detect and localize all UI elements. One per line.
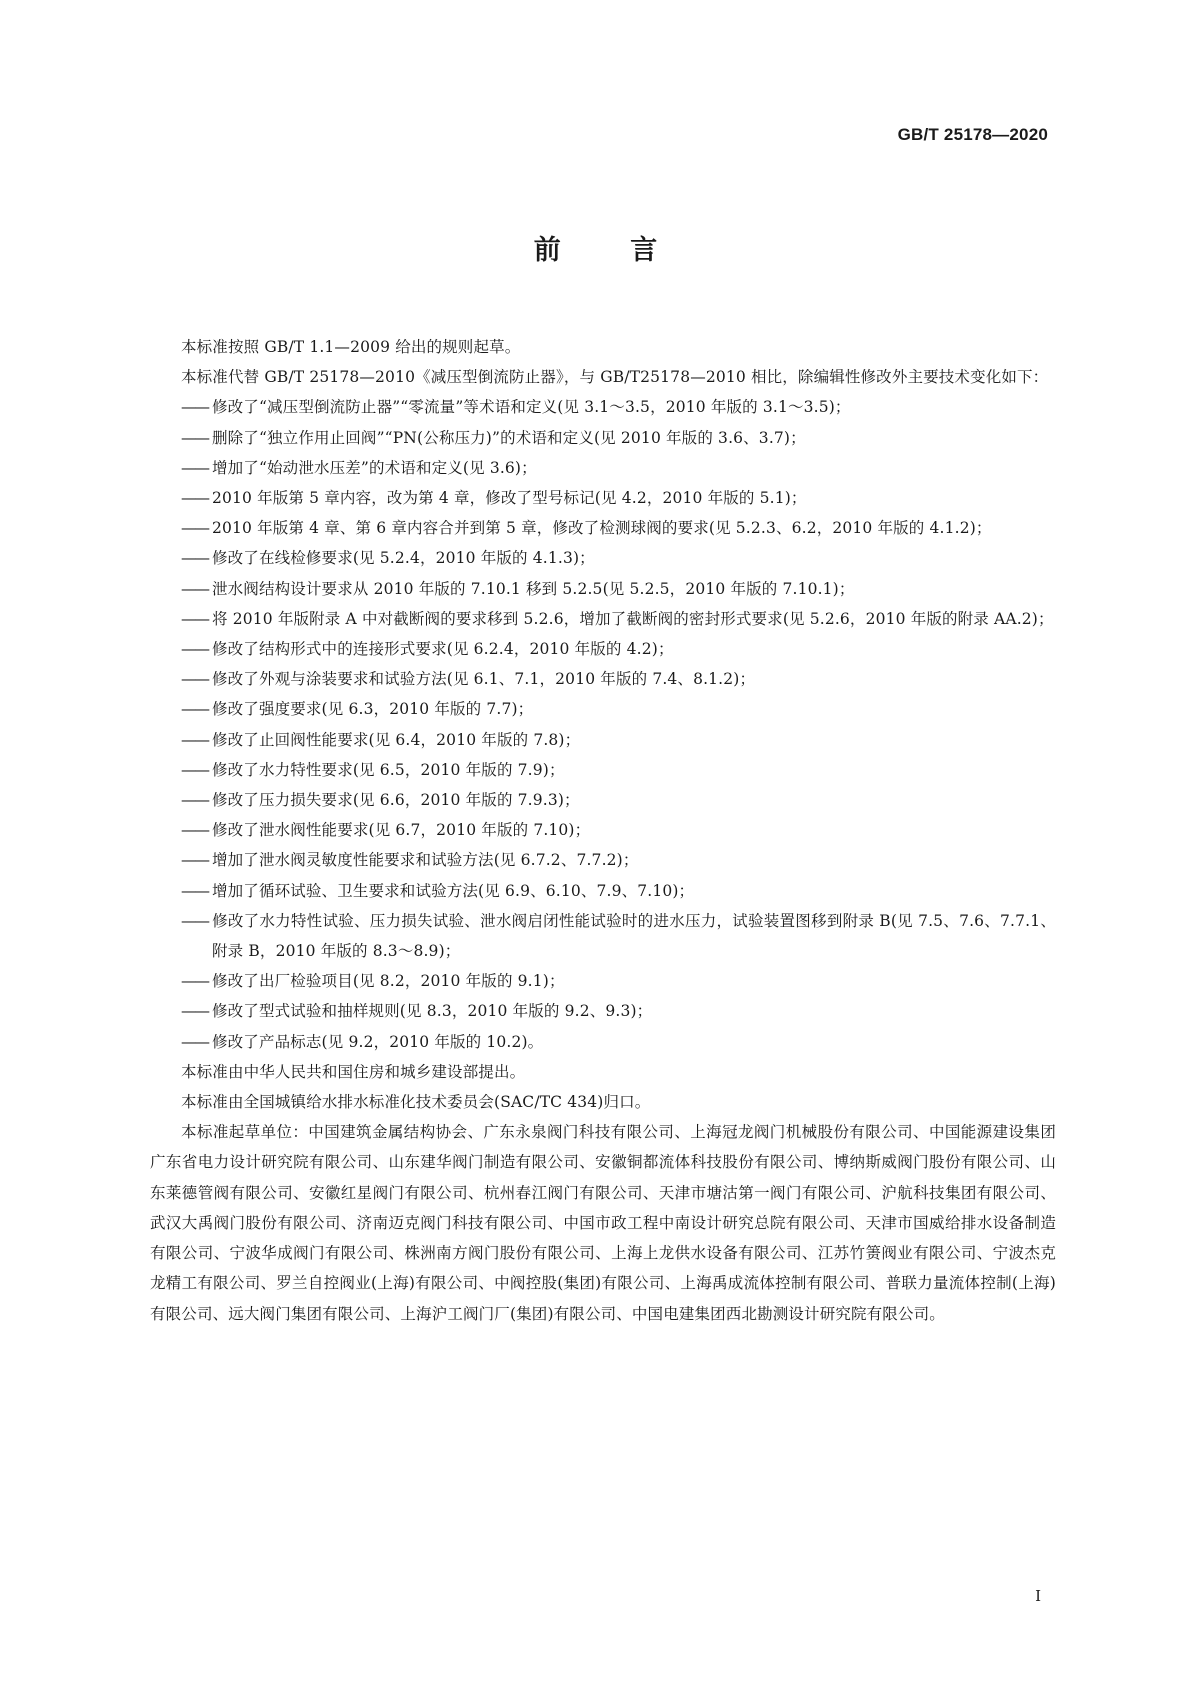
paragraph: 本标准按照 GB/T 1.1—2009 给出的规则起草。 [181, 338, 521, 356]
change-list-item [150, 755, 1056, 785]
change-list-item [150, 815, 1056, 845]
list-marker: —— [181, 851, 208, 870]
paragraph: 本标准代替 GB/T 25178—2010《减压型倒流防止器》，与 GB/T25178—2010 相比，除编辑性修改外主要技术变化如下： [181, 368, 1049, 387]
change-list-item [150, 543, 1056, 573]
change-list-item [150, 906, 1056, 966]
change-text: 修改了水力特性要求(见 6.5，2010 年版的 7.9)； [212, 760, 565, 779]
list-marker: —— [181, 881, 208, 900]
change-text: 修改了泄水阀性能要求(见 6.7，2010 年版的 7.10)； [212, 821, 591, 840]
change-text: 2010 年版第 5 章内容，改为第 4 章，修改了型号标记(见 4.2，2010 年版的 5.1)； [212, 489, 807, 508]
change-text: 修改了水力特性试验、压力损失试验、泄水阀启闭性能试验时的进水压力，试验装置图移到附录 B(见 7.5、7.6、7.7.1、附录 B，2010 年版的 8.3～8.9)； [212, 911, 1056, 961]
change-list-item [150, 634, 1056, 664]
change-text: 泄水阀结构设计要求从 2010 年版的 7.10.1 移到 5.2.5(见 5.2.5，2010 年版的 7.10.1)； [212, 579, 855, 598]
change-text: 增加了泄水阀灵敏度性能要求和试验方法(见 6.7.2、7.7.2)； [212, 851, 639, 870]
change-list-item [150, 664, 1056, 694]
paragraph: 本标准由中华人民共和国住房和城乡建设部提出。 [181, 1062, 526, 1081]
change-text: 删除了“独立作用止回阀”“PN(公称压力)”的术语和定义(见 2010 年版的 3.6、3.7)； [212, 428, 806, 447]
change-list-item [150, 966, 1056, 996]
change-list-item [150, 392, 1056, 422]
change-text: 将 2010 年版附录 A 中对截断阀的要求移到 5.2.6，增加了截断阀的密封形式要求(见 5.2.6，2010 年版的附录 AA.2)； [212, 609, 1054, 628]
change-text: 修改了出厂检验项目(见 8.2，2010 年版的 9.1)； [212, 972, 565, 991]
change-list-item [150, 996, 1056, 1026]
drafting-units-paragraph: 本标准起草单位：中国建筑金属结构协会、广东永泉阀门科技有限公司、上海冠龙阀门机械股份有限公司、中国能源建设集团广东省电力设计研究院有限公司、山东建华阀门制造有限公司、安徽铜都流体科技股份有限公司、博纳斯威阀门股份有限公司、山东莱德管阀有限公司、安徽红星阀门有限公司、杭州春江阀门有限公司、天津市塘沽第一阀门有限公司、沪航科技集团有限公司、武汉大禹阀门股份有限公司、济南迈克阀门科技有限公司、中国市政工程中南设计研究总院有限公司、天津市国威给排水设备制造有限公司、宁波华成阀门有限公司、株洲南方阀门股份有限公司、上海上龙供水设备有限公司、江苏竹箦阀业有限公司、宁波杰克龙精工有限公司、罗兰自控阀业(上海)有限公司、中阀控股(集团)有限公司、上海禹成流体控制有限公司、普联力量流体控制(上海)有限公司、远大阀门集团有限公司、上海沪工阀门厂(集团)有限公司、中国电建集团西北勘测设计研究院有限公司。 [150, 1123, 1056, 1323]
change-text: 增加了循环试验、卫生要求和试验方法(见 6.9、6.10、7.9、7.10)； [212, 881, 695, 900]
change-text: 2010 年版第 4 章、第 6 章内容合并到第 5 章，修改了检测球阀的要求(见 5.2.3、6.2，2010 年版的 4.1.2)； [212, 519, 992, 538]
change-list-item [150, 604, 1056, 634]
list-marker: —— [181, 489, 208, 508]
change-list-item [150, 574, 1056, 604]
list-marker: —— [181, 791, 208, 810]
change-list-item [150, 785, 1056, 815]
change-text: 修改了压力损失要求(见 6.6，2010 年版的 7.9.3)； [212, 791, 580, 810]
list-marker: —— [181, 1002, 208, 1021]
change-text: 修改了“减压型倒流防止器”“零流量”等术语和定义(见 3.1～3.5，2010 年版的 3.1～3.5)； [212, 398, 851, 417]
list-marker: —— [181, 549, 208, 568]
list-marker: —— [181, 730, 208, 749]
change-text: 修改了结构形式中的连接形式要求(见 6.2.4，2010 年版的 4.2)； [212, 640, 674, 659]
list-marker: —— [181, 911, 208, 930]
paragraph: 本标准由全国城镇给水排水标准化技术委员会(SAC/TC 434)归口。 [181, 1093, 651, 1112]
list-marker: —— [181, 1032, 208, 1051]
standard-code: GB/T 25178—2020 [897, 125, 1048, 144]
change-text: 修改了型式试验和抽样规则(见 8.3，2010 年版的 9.2、9.3)； [212, 1002, 653, 1021]
list-marker: —— [181, 972, 208, 991]
change-list-item [150, 483, 1056, 513]
change-list-item [150, 725, 1056, 755]
change-list-item [150, 845, 1056, 875]
list-marker: —— [181, 760, 208, 779]
page-title: 前 言 [533, 235, 688, 266]
change-text: 增加了“始动泄水压差”的术语和定义(见 3.6)； [212, 458, 537, 477]
change-list-item [150, 1027, 1056, 1057]
change-list-item [150, 876, 1056, 906]
list-marker: —— [181, 519, 208, 538]
change-text: 修改了强度要求(见 6.3，2010 年版的 7.7)； [212, 700, 534, 719]
list-marker: —— [181, 821, 208, 840]
change-text: 修改了止回阀性能要求(见 6.4，2010 年版的 7.8)； [212, 730, 581, 749]
change-list-item [150, 423, 1056, 453]
list-marker: —— [181, 398, 208, 417]
preface-body [150, 332, 1056, 1329]
change-list-item [150, 453, 1056, 483]
change-list-item [150, 513, 1056, 543]
change-text: 修改了外观与涂装要求和试验方法(见 6.1、7.1，2010 年版的 7.4、8.1.2)； [212, 670, 756, 689]
list-marker: —— [181, 609, 208, 628]
list-marker: —— [181, 458, 208, 477]
change-text: 修改了在线检修要求(见 5.2.4，2010 年版的 4.1.3)； [212, 549, 595, 568]
list-marker: —— [181, 640, 208, 659]
list-marker: —— [181, 428, 208, 447]
list-marker: —— [181, 579, 208, 598]
change-text: 修改了产品标志(见 9.2，2010 年版的 10.2)。 [212, 1032, 544, 1051]
list-marker: —— [181, 700, 208, 719]
page-number: I [1035, 1587, 1041, 1605]
list-marker: —— [181, 670, 208, 689]
change-list-item [150, 694, 1056, 724]
